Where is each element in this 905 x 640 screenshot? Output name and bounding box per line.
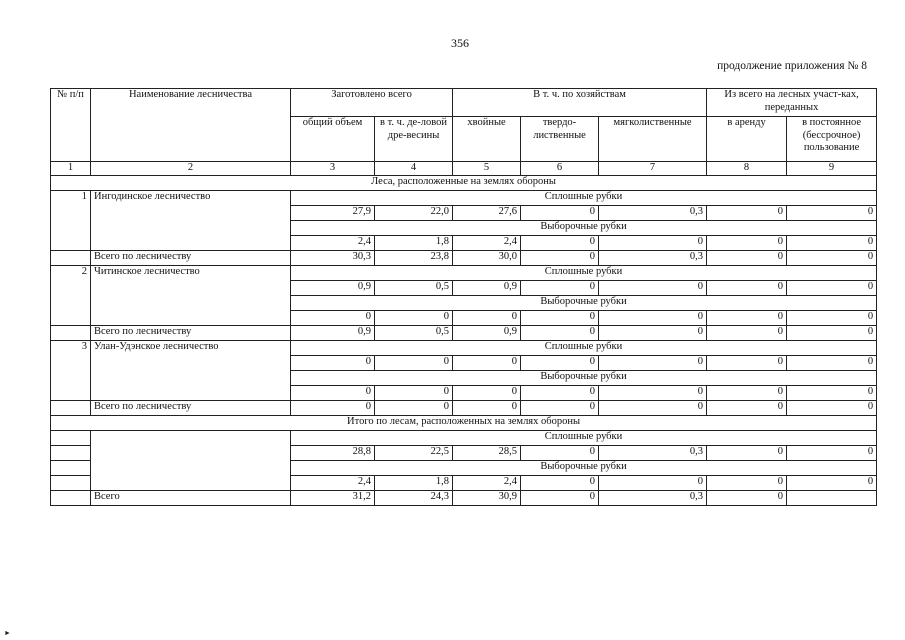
value-cell: 24,3: [375, 491, 453, 506]
value-cell: 0: [707, 476, 787, 491]
value-cell: 0: [291, 401, 375, 416]
empty-cell: [51, 326, 91, 341]
forestry-total-row: [51, 326, 877, 341]
forestry-rows: [51, 191, 877, 416]
value-cell: 2,4: [291, 236, 375, 251]
value-cell: 0: [787, 356, 877, 371]
value-cell: 0: [599, 326, 707, 341]
clear-cut-label: Сплошные рубки: [291, 431, 877, 446]
value-cell: 0: [707, 326, 787, 341]
value-cell: 0: [291, 311, 375, 326]
value-cell: 30,0: [453, 251, 521, 266]
value-cell: 0: [707, 251, 787, 266]
value-cell: 0,3: [599, 206, 707, 221]
value-cell: 0: [521, 386, 599, 401]
value-cell: 0: [453, 386, 521, 401]
column-number: 6: [521, 162, 599, 176]
forestry-total-label: Всего по лесничеству: [91, 326, 291, 341]
empty-cell: [51, 401, 91, 416]
value-cell: 0: [599, 356, 707, 371]
clear-cut-label-row: [51, 191, 877, 206]
column-number: 8: [707, 162, 787, 176]
header-hardwood: твердо-лиственные: [521, 117, 599, 162]
column-number: 3: [291, 162, 375, 176]
header-softwood: мягколиственные: [599, 117, 707, 162]
value-cell: 0: [787, 281, 877, 296]
value-cell: 0: [521, 356, 599, 371]
margin-arrow-icon: ►: [4, 629, 11, 637]
value-cell: 30,9: [453, 491, 521, 506]
forestry-harvest-table: [50, 88, 877, 506]
value-cell: 0,9: [291, 281, 375, 296]
empty-cell: [91, 431, 291, 491]
value-cell: 0: [453, 356, 521, 371]
header-num: № п/п: [51, 89, 91, 162]
selective-cut-label: Выборочные рубки: [291, 461, 877, 476]
value-cell: 0: [707, 401, 787, 416]
value-cell: 0: [707, 311, 787, 326]
clear-cut-label: Сплошные рубки: [291, 341, 877, 356]
header-lease: в аренду: [707, 117, 787, 162]
value-cell: 2,4: [453, 476, 521, 491]
selective-cut-label: Выборочные рубки: [291, 221, 877, 236]
value-cell: 28,8: [291, 446, 375, 461]
value-cell: 0,9: [291, 326, 375, 341]
value-cell: 0: [453, 311, 521, 326]
value-cell: 0: [453, 401, 521, 416]
value-cell: 0: [375, 311, 453, 326]
header-by-farm: В т. ч. по хозяйствам: [453, 89, 707, 117]
selective-cut-label: Выборочные рубки: [291, 371, 877, 386]
value-cell: 22,0: [375, 206, 453, 221]
section-title: Леса, расположенные на землях обороны: [51, 176, 877, 191]
appendix-continuation-note: продолжение приложения № 8: [717, 60, 867, 72]
forestry-total-row: [51, 251, 877, 266]
column-number: 1: [51, 162, 91, 176]
value-cell: 0,3: [599, 446, 707, 461]
value-cell: 28,5: [453, 446, 521, 461]
empty-cell: [51, 446, 91, 461]
header-total-volume: общий объем: [291, 117, 375, 162]
value-cell: 0: [707, 281, 787, 296]
value-cell: 2,4: [453, 236, 521, 251]
value-cell: 0: [707, 491, 787, 506]
column-number: 7: [599, 162, 707, 176]
forestry-total-label: Всего по лесничеству: [91, 251, 291, 266]
value-cell: 0: [707, 446, 787, 461]
value-cell: 0: [707, 386, 787, 401]
column-number: 2: [91, 162, 291, 176]
empty-cell: [51, 461, 91, 476]
value-cell: 0: [599, 236, 707, 251]
value-cell: 0: [599, 476, 707, 491]
value-cell: 0: [375, 401, 453, 416]
forestry-total-row: [51, 401, 877, 416]
header-forestry-name: Наименование лесничества: [91, 89, 291, 162]
forestry-number: 2: [51, 266, 91, 326]
forestry-number: 1: [51, 191, 91, 251]
value-cell: 0: [521, 446, 599, 461]
column-number: 5: [453, 162, 521, 176]
value-cell: 0: [375, 356, 453, 371]
value-cell: 1,8: [375, 236, 453, 251]
column-number: 4: [375, 162, 453, 176]
value-cell: 0,5: [375, 326, 453, 341]
value-cell: 0: [787, 251, 877, 266]
column-number: 9: [787, 162, 877, 176]
value-cell: 0: [521, 311, 599, 326]
value-cell: 0: [599, 281, 707, 296]
value-cell: 27,6: [453, 206, 521, 221]
header-business-wood: в т. ч. де-ловой дре-весины: [375, 117, 453, 162]
clear-cut-label: Сплошные рубки: [291, 191, 877, 206]
summary-title-row: [51, 416, 877, 431]
page-number: 356: [451, 36, 469, 50]
forestry-number: 3: [51, 341, 91, 401]
grand-total-row: [51, 491, 877, 506]
value-cell: 0,9: [453, 281, 521, 296]
empty-cell: [51, 431, 91, 446]
clear-cut-label: Сплошные рубки: [291, 266, 877, 281]
empty-cell: [51, 251, 91, 266]
value-cell: 23,8: [375, 251, 453, 266]
column-number-row: [51, 162, 877, 176]
clear-cut-label-row: [51, 341, 877, 356]
value-cell: 0: [787, 326, 877, 341]
value-cell: 31,2: [291, 491, 375, 506]
value-cell: 0: [521, 236, 599, 251]
forestry-name: Читинское лесничество: [91, 266, 291, 326]
value-cell: 0: [787, 446, 877, 461]
selective-cut-label: Выборочные рубки: [291, 296, 877, 311]
section-title-row: [51, 176, 877, 191]
value-cell: 0: [599, 311, 707, 326]
empty-cell: [51, 476, 91, 491]
forestry-name: Улан-Удэнское лесничество: [91, 341, 291, 401]
value-cell: 0: [599, 386, 707, 401]
value-cell: 0: [521, 401, 599, 416]
summary-rows: [51, 416, 877, 506]
header-row-1: [51, 89, 877, 117]
value-cell: 0: [707, 236, 787, 251]
summary-clear-label-row: [51, 431, 877, 446]
forestry-name: Ингодинское лесничество: [91, 191, 291, 251]
value-cell: 30,3: [291, 251, 375, 266]
value-cell: 0: [707, 206, 787, 221]
value-cell: 0: [521, 491, 599, 506]
value-cell: 0,3: [599, 491, 707, 506]
value-cell: 0: [291, 356, 375, 371]
clear-cut-label-row: [51, 266, 877, 281]
value-cell: 0: [291, 386, 375, 401]
value-cell: 0: [787, 236, 877, 251]
value-cell: 0: [521, 326, 599, 341]
header-coniferous: хвойные: [453, 117, 521, 162]
value-cell: 0: [707, 356, 787, 371]
summary-title: Итого по лесам, расположенных на землях обороны: [51, 416, 877, 431]
value-cell: 1,8: [375, 476, 453, 491]
value-cell: 0: [521, 251, 599, 266]
value-cell: 0,5: [375, 281, 453, 296]
header-harvested-total: Заготовлено всего: [291, 89, 453, 117]
value-cell: 0: [787, 401, 877, 416]
value-cell: 0,9: [453, 326, 521, 341]
forestry-total-label: Всего по лесничеству: [91, 401, 291, 416]
value-cell: 0: [787, 206, 877, 221]
header-transferred: Из всего на лесных участ-ках, переданных: [707, 89, 877, 117]
value-cell: 0: [521, 476, 599, 491]
value-cell: [787, 491, 877, 506]
value-cell: 0: [787, 386, 877, 401]
value-cell: 0: [599, 401, 707, 416]
value-cell: 0: [787, 311, 877, 326]
header-permanent-use: в постоянное (бессрочное) пользование: [787, 117, 877, 162]
value-cell: 0,3: [599, 251, 707, 266]
value-cell: 0: [787, 476, 877, 491]
grand-total-label: Всего: [91, 491, 291, 506]
value-cell: 2,4: [291, 476, 375, 491]
value-cell: 0: [521, 281, 599, 296]
value-cell: 22,5: [375, 446, 453, 461]
empty-cell: [51, 491, 91, 506]
value-cell: 0: [521, 206, 599, 221]
value-cell: 0: [375, 386, 453, 401]
value-cell: 27,9: [291, 206, 375, 221]
